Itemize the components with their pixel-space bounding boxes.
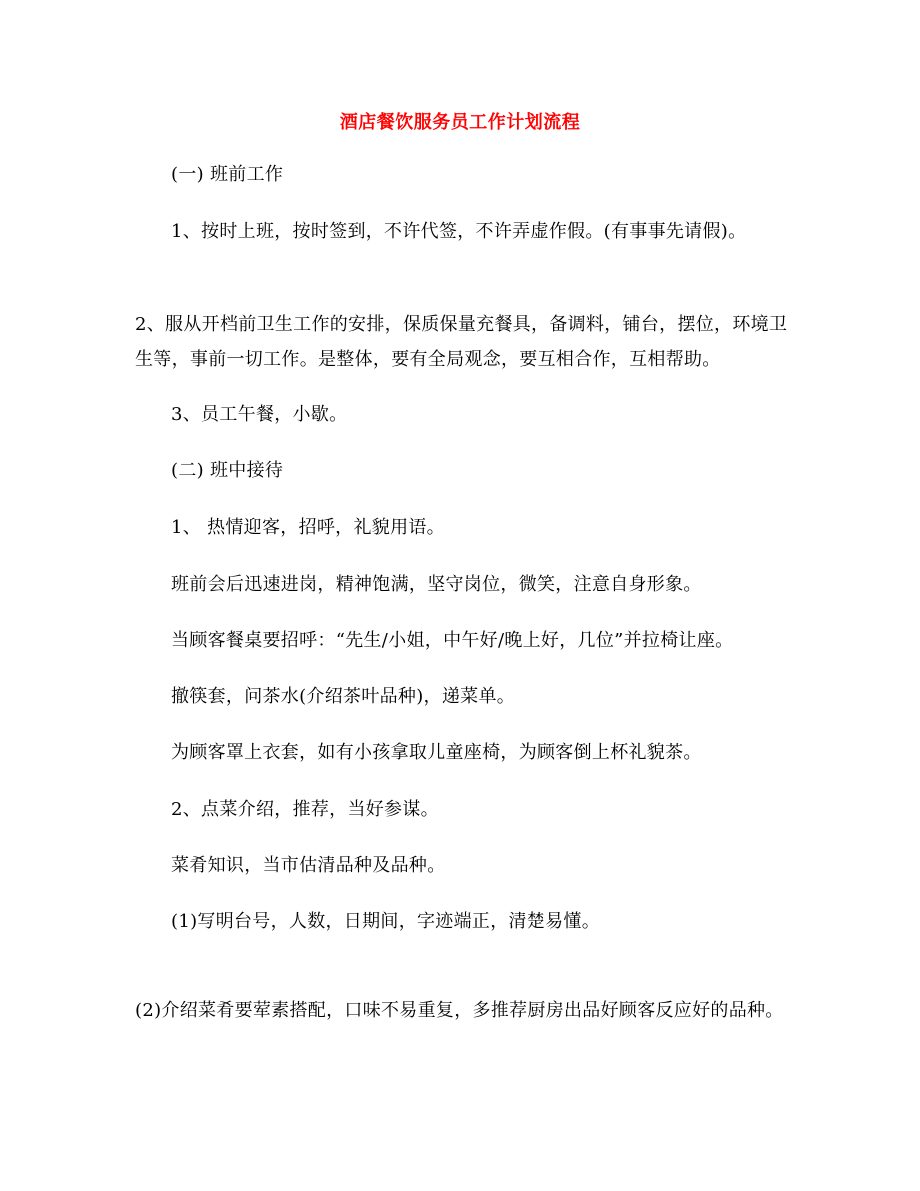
paragraph-dish-knowledge: 菜肴知识，当市估清品种及品种。	[171, 855, 446, 876]
paragraph-welcome-guests: 1、 热情迎客，招呼，礼貌用语。	[171, 517, 445, 538]
paragraph-punctuality: 1、按时上班，按时签到，不许代签，不许弄虚作假。(有事事先请假)。	[171, 221, 747, 242]
paragraph-ordering: 2、点菜介绍，推荐，当好参谋。	[171, 799, 439, 820]
paragraph-take-post: 班前会后迅速进岗，精神饱满，坚守岗位，微笑，注意自身形象。	[171, 574, 702, 595]
paragraph-order-details: (1)写明台号，人数，日期间，字迹端正，清楚易懂。	[171, 911, 600, 932]
document-title: 酒店餐饮服务员工作计划流程	[339, 112, 581, 133]
paragraph-greeting: 当顾客餐桌要招呼：“先生/小姐，中午好/晚上好，几位”并拉椅让座。	[171, 630, 734, 651]
paragraph-preparation: 2、服从开档前卫生工作的安排，保质保量充餐具，备调料，铺台，摆位，环境卫生等，事前一切工作。是整体，要有全局观念，要互相合作，互相帮助。	[135, 314, 788, 370]
paragraph-dish-recommendation: (2)介绍菜肴要荤素搭配，口味不易重复，多推荐厨房出品好顾客反应好的品种。	[135, 1000, 784, 1021]
section-heading-before-shift: (一) 班前工作	[171, 164, 284, 185]
paragraph-cover-seat: 为顾客罩上衣套，如有小孩拿取儿童座椅，为顾客倒上杯礼貌茶。	[171, 742, 702, 763]
section-heading-during-shift: (二) 班中接待	[171, 460, 284, 481]
paragraph-staff-lunch: 3、员工午餐，小歇。	[171, 404, 348, 425]
paragraph-menu: 撤筷套，问茶水(介绍茶叶品种)，递菜单。	[171, 686, 516, 707]
